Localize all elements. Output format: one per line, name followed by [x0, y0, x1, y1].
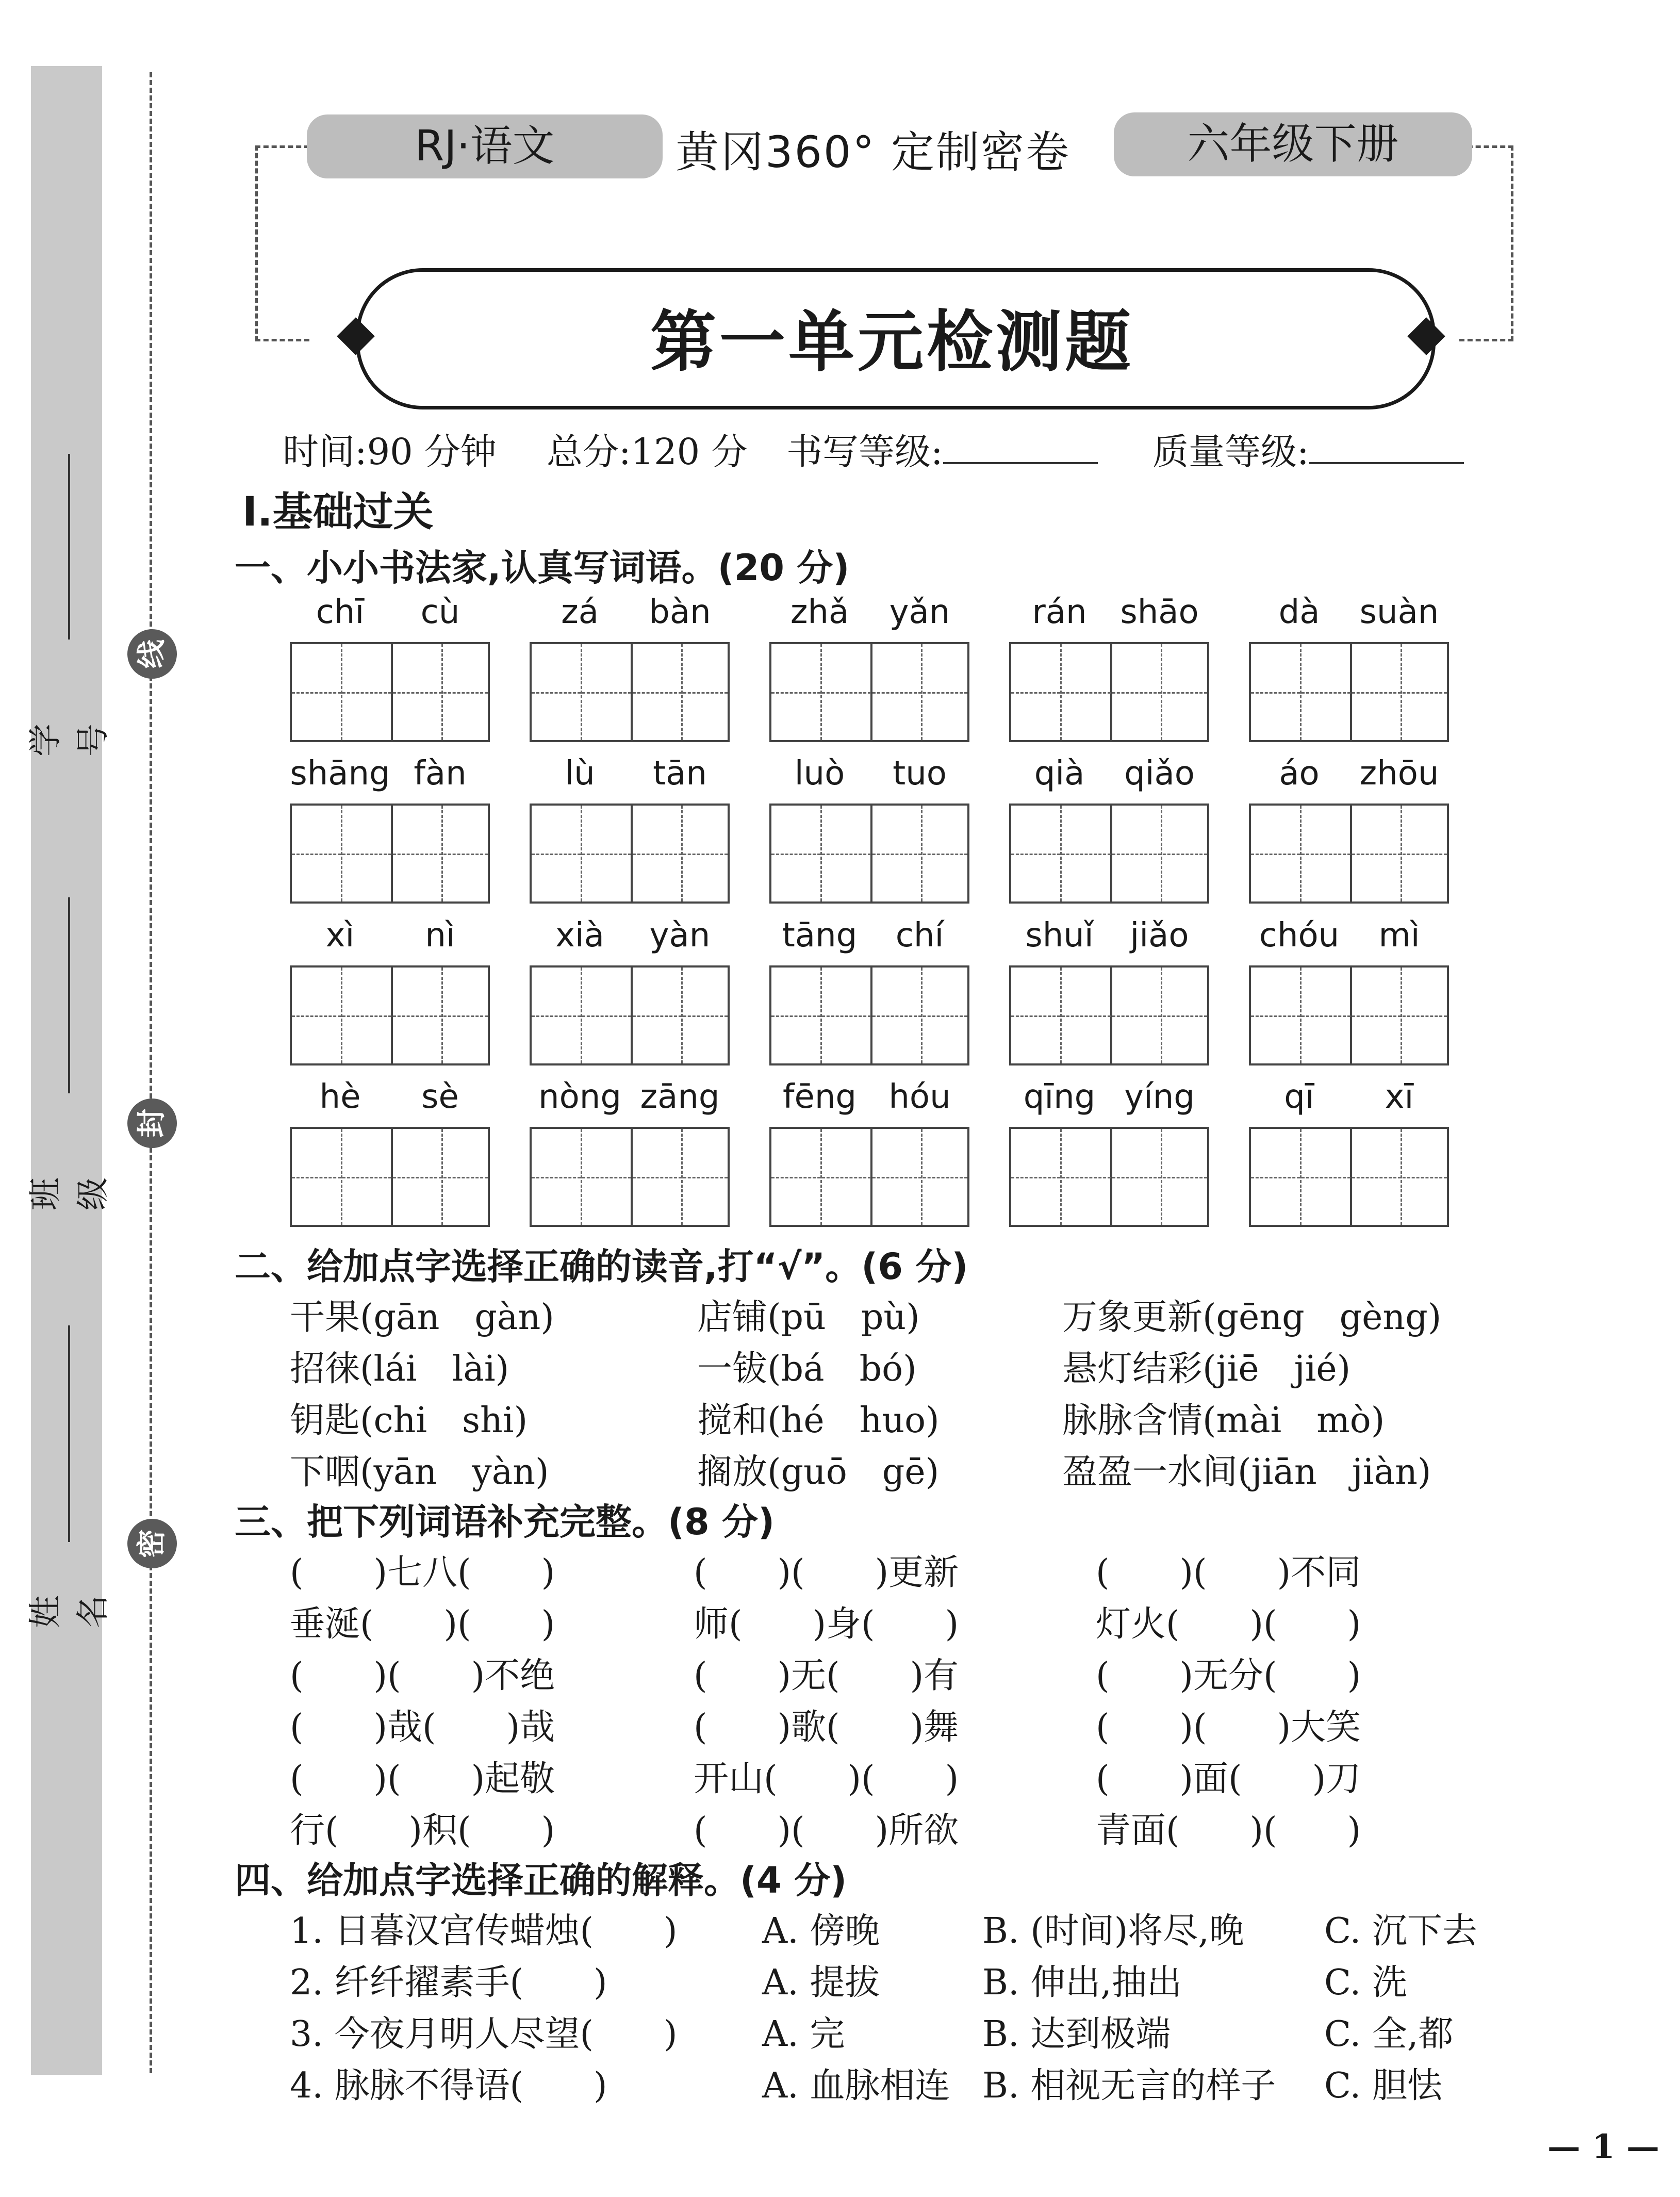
pinyin-syllable: jiǎo: [1130, 916, 1189, 955]
label-banji: 班级: [27, 1174, 112, 1210]
pinyin-syllable: zāng: [640, 1078, 720, 1116]
writing-grade-label: 书写等级:: [786, 431, 943, 473]
seal-feng: 封: [127, 1098, 177, 1148]
grid-guide-line: [1401, 968, 1402, 1063]
pinyin-syllable: xì: [325, 916, 355, 955]
label-xuehao: 学号: [27, 720, 112, 757]
writing-box[interactable]: [1009, 642, 1209, 742]
grid-guide-line: [1161, 968, 1162, 1063]
grid-guide-line: [292, 854, 488, 855]
quality-grade: [1152, 423, 1464, 475]
grid-guide-line: [1011, 1015, 1207, 1017]
grid-guide-line: [820, 1129, 822, 1225]
grid-guide-line: [532, 1015, 728, 1017]
idiom-fill-item[interactable]: ( )歌( )舞: [694, 1707, 959, 1748]
writing-box[interactable]: [1249, 1127, 1449, 1227]
pronunciation-choice[interactable]: 盈盈一水间(jiān jiàn): [1062, 1452, 1431, 1493]
grid-guide-line: [820, 644, 822, 740]
grid-guide-line: [921, 806, 923, 901]
meaning-option-b[interactable]: B. 相视无言的样子: [982, 2065, 1276, 2106]
idiom-fill-item[interactable]: ( )( )不绝: [290, 1655, 555, 1696]
writing-box[interactable]: [290, 965, 490, 1065]
seal-xian: 线: [127, 629, 177, 679]
grid-guide-line: [1251, 854, 1447, 855]
pinyin-syllable: sè: [421, 1078, 459, 1116]
grid-guide-line: [1251, 1177, 1447, 1178]
grid-guide-line: [581, 806, 582, 901]
pinyin-syllable: tāng: [782, 916, 858, 955]
writing-box[interactable]: [769, 1127, 969, 1227]
writing-grade-blank[interactable]: [943, 431, 1098, 464]
writing-box[interactable]: [530, 804, 730, 904]
idiom-fill-item[interactable]: ( )无分( ): [1096, 1655, 1361, 1696]
pinyin-syllable: shuǐ: [1025, 916, 1094, 955]
grid-guide-line: [681, 644, 683, 740]
grid-guide-line: [341, 644, 342, 740]
pinyin-syllable: mì: [1378, 916, 1420, 955]
pinyin-syllable: lù: [565, 755, 595, 793]
series-title: 黄冈360° 定制密卷: [676, 127, 1071, 177]
q2-heading: 二、给加点字选择正确的读音,打“√”。(6 分): [235, 1245, 968, 1288]
grid-guide-line: [1060, 806, 1062, 901]
grid-guide-line: [1060, 644, 1062, 740]
pinyin-syllable: xià: [555, 916, 604, 955]
pronunciation-choice[interactable]: 万象更新(gēng gèng): [1062, 1297, 1442, 1338]
pinyin-syllable: yíng: [1124, 1078, 1195, 1116]
grid-guide-line: [1161, 806, 1162, 901]
grid-guide-line: [1251, 1015, 1447, 1017]
cut-line: [150, 72, 152, 2073]
grid-guide-line: [921, 644, 923, 740]
grid-guide-line: [820, 806, 822, 901]
pronunciation-choice[interactable]: 店铺(pū pù): [697, 1297, 920, 1338]
quality-grade-label: 质量等级:: [1152, 431, 1309, 473]
pinyin-syllable: yàn: [649, 916, 711, 955]
grid-guide-line: [771, 692, 967, 694]
writing-box[interactable]: [530, 965, 730, 1065]
grid-guide-line: [581, 644, 582, 740]
pronunciation-choice[interactable]: 悬灯结彩(jiē jié): [1062, 1349, 1351, 1389]
meaning-option-c[interactable]: C. 沉下去: [1324, 1911, 1477, 1952]
grid-guide-line: [1060, 1129, 1062, 1225]
meaning-question: 4. 脉脉不得语( ): [290, 2065, 607, 2106]
meaning-option-a[interactable]: A. 血脉相连: [762, 2065, 950, 2106]
grid-guide-line: [581, 1129, 582, 1225]
label-xingming: 姓名: [27, 1592, 112, 1628]
pinyin-syllable: hóu: [888, 1078, 951, 1116]
meaning-option-a[interactable]: A. 完: [762, 2014, 845, 2055]
header-bracket-right: [1459, 145, 1513, 341]
pronunciation-choice[interactable]: 招徕(lái lài): [290, 1349, 509, 1389]
idiom-fill-item[interactable]: 灯火( )( ): [1096, 1604, 1361, 1645]
grid-guide-line: [771, 854, 967, 855]
writing-grade: [786, 423, 1098, 475]
pinyin-syllable: luò: [794, 755, 845, 793]
writing-box[interactable]: [290, 804, 490, 904]
pinyin-syllable: zá: [561, 593, 599, 631]
writing-box[interactable]: [769, 965, 969, 1065]
grid-guide-line: [681, 968, 683, 1063]
idiom-fill-item[interactable]: 师( )身( ): [694, 1604, 959, 1645]
pinyin-syllable: chī: [316, 593, 365, 631]
pronunciation-choice[interactable]: 下咽(yān yàn): [290, 1452, 549, 1493]
grid-guide-line: [681, 806, 683, 901]
subject-pill: RJ·语文: [307, 114, 663, 178]
pinyin-syllable: tān: [653, 755, 707, 793]
grid-guide-line: [1011, 692, 1207, 694]
idiom-fill-item[interactable]: ( )无( )有: [694, 1655, 959, 1696]
page-title: 第一单元检测题: [650, 303, 1134, 381]
pronunciation-choice[interactable]: 脉脉含情(mài mò): [1062, 1400, 1385, 1441]
pinyin-syllable: zhǎ: [790, 593, 849, 631]
pinyin-syllable: qīng: [1023, 1078, 1096, 1116]
pinyin-syllable: chí: [895, 916, 944, 955]
pronunciation-choice[interactable]: 搅和(hé huo): [697, 1400, 940, 1441]
meaning-option-b[interactable]: B. 达到极端: [982, 2014, 1171, 2055]
seal-mi: 密: [127, 1519, 177, 1568]
pinyin-syllable: suàn: [1359, 593, 1439, 631]
idiom-fill-item[interactable]: ( )面( )刀: [1096, 1759, 1361, 1799]
writing-box[interactable]: [290, 1127, 490, 1227]
pinyin-syllable: bàn: [649, 593, 711, 631]
grid-guide-line: [1011, 854, 1207, 855]
part-heading: Ⅰ.基础过关: [242, 489, 434, 535]
grid-guide-line: [1401, 1129, 1402, 1225]
grid-guide-line: [532, 854, 728, 855]
grid-guide-line: [681, 1129, 683, 1225]
grid-guide-line: [771, 1015, 967, 1017]
header-bracket-left: [255, 145, 309, 341]
meaning-option-c[interactable]: C. 洗: [1324, 1962, 1407, 2003]
grid-guide-line: [532, 692, 728, 694]
writing-box[interactable]: [1249, 965, 1449, 1065]
grid-guide-line: [1161, 1129, 1162, 1225]
pinyin-syllable: fàn: [414, 755, 467, 793]
grid-guide-line: [1300, 644, 1302, 740]
pinyin-syllable: chóu: [1259, 916, 1340, 955]
grid-guide-line: [1161, 644, 1162, 740]
pronunciation-choice[interactable]: 钥匙(chi shi): [290, 1400, 528, 1441]
meaning-question: 3. 今夜月明人尽望( ): [290, 2014, 678, 2055]
q3-heading: 三、把下列词语补充完整。(8 分): [235, 1501, 775, 1543]
grid-guide-line: [532, 1177, 728, 1178]
q1-heading: 一、小小书法家,认真写词语。(20 分): [235, 547, 850, 589]
pinyin-syllable: áo: [1279, 755, 1320, 793]
pinyin-syllable: dà: [1278, 593, 1320, 631]
meaning-option-a[interactable]: A. 提拔: [762, 1962, 880, 2003]
meaning-option-b[interactable]: B. (时间)将尽,晚: [982, 1911, 1244, 1952]
writing-box[interactable]: [530, 642, 730, 742]
idiom-fill-item[interactable]: 开山( )( ): [694, 1759, 959, 1799]
idiom-fill-item[interactable]: ( )( )不同: [1096, 1552, 1361, 1593]
grid-guide-line: [581, 968, 582, 1063]
grade-pill: 六年级下册: [1114, 112, 1472, 176]
pinyin-syllable: hè: [319, 1078, 361, 1116]
idiom-fill-item[interactable]: ( )( )所欲: [694, 1810, 959, 1851]
pinyin-syllable: nì: [425, 916, 455, 955]
idiom-fill-item[interactable]: ( )( )更新: [694, 1552, 959, 1593]
pronunciation-choice[interactable]: 一钹(bá bó): [697, 1349, 917, 1389]
grid-guide-line: [921, 968, 923, 1063]
meaning-option-c[interactable]: C. 胆怯: [1324, 2065, 1442, 2106]
pinyin-syllable: fēng: [782, 1078, 857, 1116]
grid-guide-line: [1401, 644, 1402, 740]
idiom-fill-item[interactable]: 青面( )( ): [1096, 1810, 1361, 1851]
writing-box[interactable]: [290, 642, 490, 742]
meaning-question: 1. 日暮汉宫传蜡烛( ): [290, 1911, 678, 1952]
writing-box[interactable]: [1249, 804, 1449, 904]
pinyin-syllable: qiǎo: [1124, 755, 1195, 793]
pinyin-syllable: zhōu: [1359, 755, 1439, 793]
grid-guide-line: [292, 1177, 488, 1178]
grid-guide-line: [1300, 806, 1302, 901]
binding-strip: [31, 66, 102, 2075]
idiom-fill-item[interactable]: ( )七八( ): [290, 1552, 555, 1593]
writing-box[interactable]: [769, 642, 969, 742]
writing-box[interactable]: [530, 1127, 730, 1227]
pinyin-syllable: shāo: [1120, 593, 1199, 631]
time-info: 时间:90 分钟: [283, 431, 497, 473]
grid-guide-line: [441, 968, 443, 1063]
grid-guide-line: [1300, 968, 1302, 1063]
writing-box[interactable]: [1249, 642, 1449, 742]
pinyin-syllable: tuo: [893, 755, 947, 793]
meaning-option-b[interactable]: B. 伸出,抽出: [982, 1962, 1182, 2003]
idiom-fill-item[interactable]: ( )( )大笑: [1096, 1707, 1361, 1748]
quality-grade-blank[interactable]: [1309, 431, 1464, 464]
xuehao-line: [68, 454, 70, 640]
grid-guide-line: [441, 1129, 443, 1225]
pronunciation-choice[interactable]: 干果(gān gàn): [290, 1297, 554, 1338]
grid-guide-line: [1060, 968, 1062, 1063]
grid-guide-line: [341, 806, 342, 901]
pronunciation-choice[interactable]: 搁放(guō gē): [697, 1452, 940, 1493]
pinyin-syllable: qià: [1034, 755, 1085, 793]
pinyin-syllable: rán: [1032, 593, 1087, 631]
idiom-fill-item[interactable]: ( )哉( )哉: [290, 1707, 555, 1748]
writing-box[interactable]: [1009, 804, 1209, 904]
grid-guide-line: [292, 1015, 488, 1017]
grid-guide-line: [1251, 692, 1447, 694]
pinyin-syllable: shāng: [290, 755, 390, 793]
grid-guide-line: [1011, 1177, 1207, 1178]
banji-line: [68, 897, 70, 1093]
pinyin-syllable: xī: [1385, 1078, 1414, 1116]
writing-box[interactable]: [1009, 965, 1209, 1065]
writing-box[interactable]: [769, 804, 969, 904]
grid-guide-line: [341, 1129, 342, 1225]
idiom-fill-item[interactable]: 行( )积( ): [290, 1810, 555, 1851]
grid-guide-line: [820, 968, 822, 1063]
grid-guide-line: [1401, 806, 1402, 901]
idiom-fill-item[interactable]: 垂涎( )( ): [290, 1604, 555, 1645]
total-score: 总分:120 分: [547, 431, 748, 473]
pinyin-syllable: nòng: [538, 1078, 621, 1116]
meaning-question: 2. 纤纤擢素手( ): [290, 1962, 607, 2003]
q4-heading: 四、给加点字选择正确的解释。(4 分): [235, 1859, 847, 1901]
grid-guide-line: [771, 1177, 967, 1178]
writing-box[interactable]: [1009, 1127, 1209, 1227]
pinyin-syllable: qī: [1284, 1078, 1314, 1116]
grid-guide-line: [441, 644, 443, 740]
idiom-fill-item[interactable]: ( )( )起敬: [290, 1759, 555, 1799]
grid-guide-line: [441, 806, 443, 901]
pinyin-syllable: cù: [420, 593, 460, 631]
grid-guide-line: [1300, 1129, 1302, 1225]
grid-guide-line: [921, 1129, 923, 1225]
meaning-option-a[interactable]: A. 傍晚: [762, 1911, 880, 1952]
pinyin-syllable: yǎn: [889, 593, 950, 631]
page-number: — 1 —: [1547, 2127, 1659, 2166]
meaning-option-c[interactable]: C. 全,都: [1324, 2014, 1454, 2055]
grid-guide-line: [341, 968, 342, 1063]
grid-guide-line: [292, 692, 488, 694]
xingming-line: [68, 1325, 70, 1542]
